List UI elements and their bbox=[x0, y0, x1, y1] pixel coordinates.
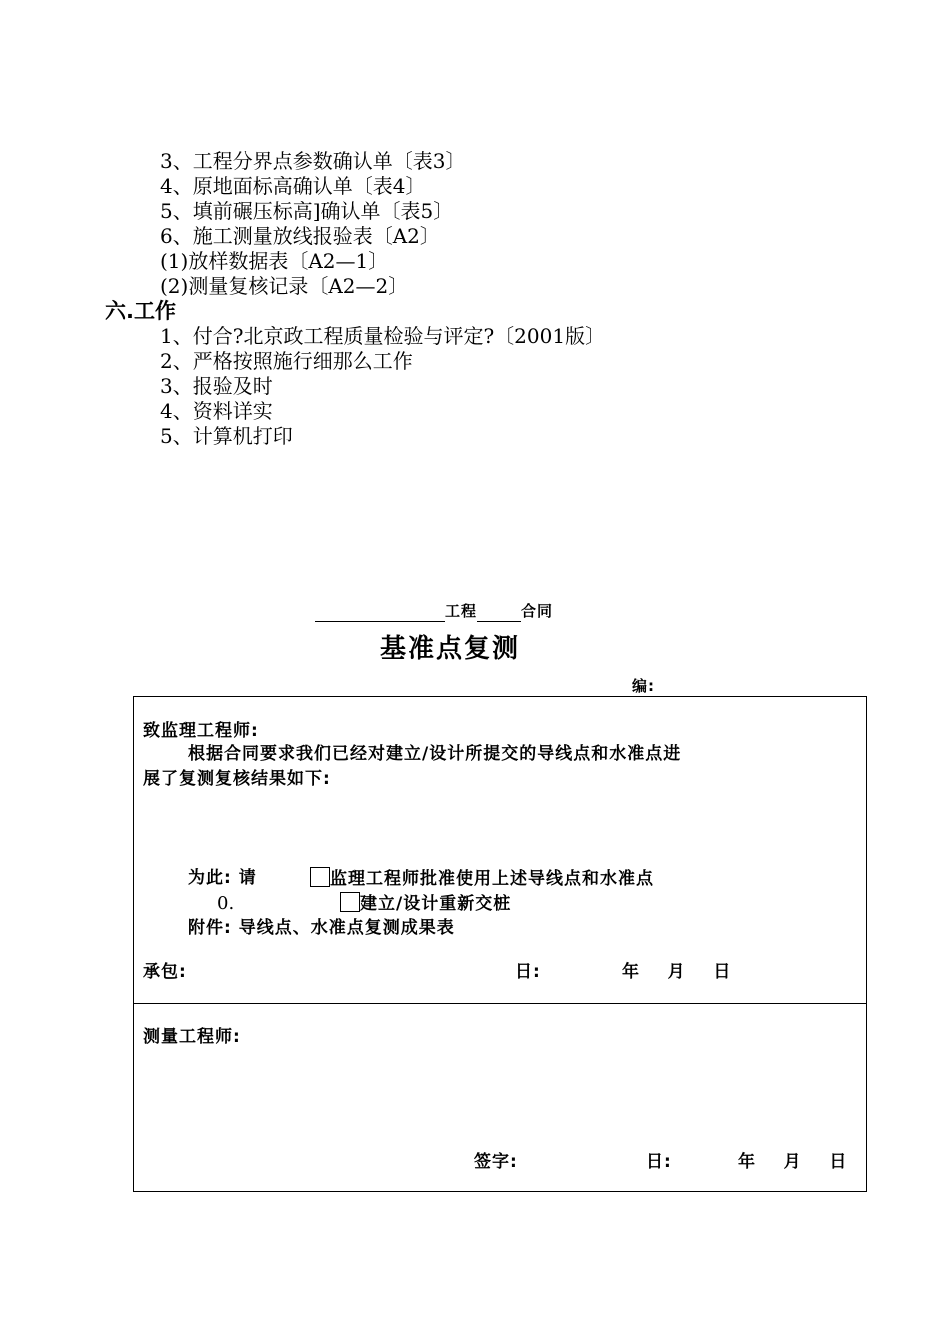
contract-blank bbox=[477, 603, 521, 622]
list-item: 5、计算机打印 bbox=[160, 424, 293, 448]
list-item: 6、施工测量放线报验表〔A2〕 bbox=[160, 224, 440, 248]
list-item: 3、工程分界点参数确认单〔表3〕 bbox=[160, 149, 466, 173]
form-title: 基准点复测 bbox=[380, 634, 521, 664]
option-approve-label: 监理工程师批准使用上述导线点和水准点 bbox=[330, 869, 654, 889]
body-text-line1: 根据合同要求我们已经对建立/设计所提交的导线点和水准点进 bbox=[188, 744, 682, 764]
date-label: 日: bbox=[646, 1152, 672, 1172]
list-item: 4、资料详实 bbox=[160, 399, 273, 423]
body-text-line2: 展了复测复核结果如下: bbox=[143, 769, 331, 789]
option-restake-label: 建立/设计重新交桩 bbox=[360, 894, 512, 914]
restake-checkbox[interactable] bbox=[340, 892, 360, 912]
approve-checkbox[interactable] bbox=[310, 867, 330, 887]
project-name-blank bbox=[315, 603, 445, 622]
serial-number-label: 编: bbox=[632, 677, 655, 695]
option-approve bbox=[310, 867, 654, 890]
list-item: (2)测量复核记录〔A2—2〕 bbox=[160, 274, 409, 298]
option-restake bbox=[340, 892, 511, 915]
date-fields: 年 月 日 bbox=[738, 1152, 848, 1172]
list-item: 3、报验及时 bbox=[160, 374, 273, 398]
signature-label: 签字: bbox=[474, 1152, 518, 1172]
date-label: 日: bbox=[515, 962, 541, 982]
request-label: 为此: 请 bbox=[188, 868, 257, 888]
addressee: 致监理工程师: bbox=[143, 721, 259, 741]
attachment-line: 附件: 导线点、水准点复测成果表 bbox=[188, 918, 455, 938]
hetong-label: 合同 bbox=[521, 602, 554, 620]
list-item: (1)放样数据表〔A2—1〕 bbox=[160, 249, 389, 273]
survey-engineer-label: 测量工程师: bbox=[143, 1027, 241, 1047]
section-heading: 六.工作 bbox=[105, 299, 176, 323]
list-item: 4、原地面标高确认单〔表4〕 bbox=[160, 174, 426, 198]
list-item: 2、严格按照施行细那么工作 bbox=[160, 349, 413, 373]
gongcheng-label: 工程 bbox=[445, 602, 478, 620]
form-header bbox=[315, 600, 553, 622]
option-prefix: 0. bbox=[217, 893, 235, 914]
date-fields: 年 月 日 bbox=[622, 962, 732, 982]
list-item: 1、付合?北京政工程质量检验与评定?〔2001版〕 bbox=[160, 324, 606, 348]
list-item: 5、填前碾压标高]确认单〔表5〕 bbox=[160, 199, 454, 223]
contractor-label: 承包: bbox=[143, 962, 187, 982]
